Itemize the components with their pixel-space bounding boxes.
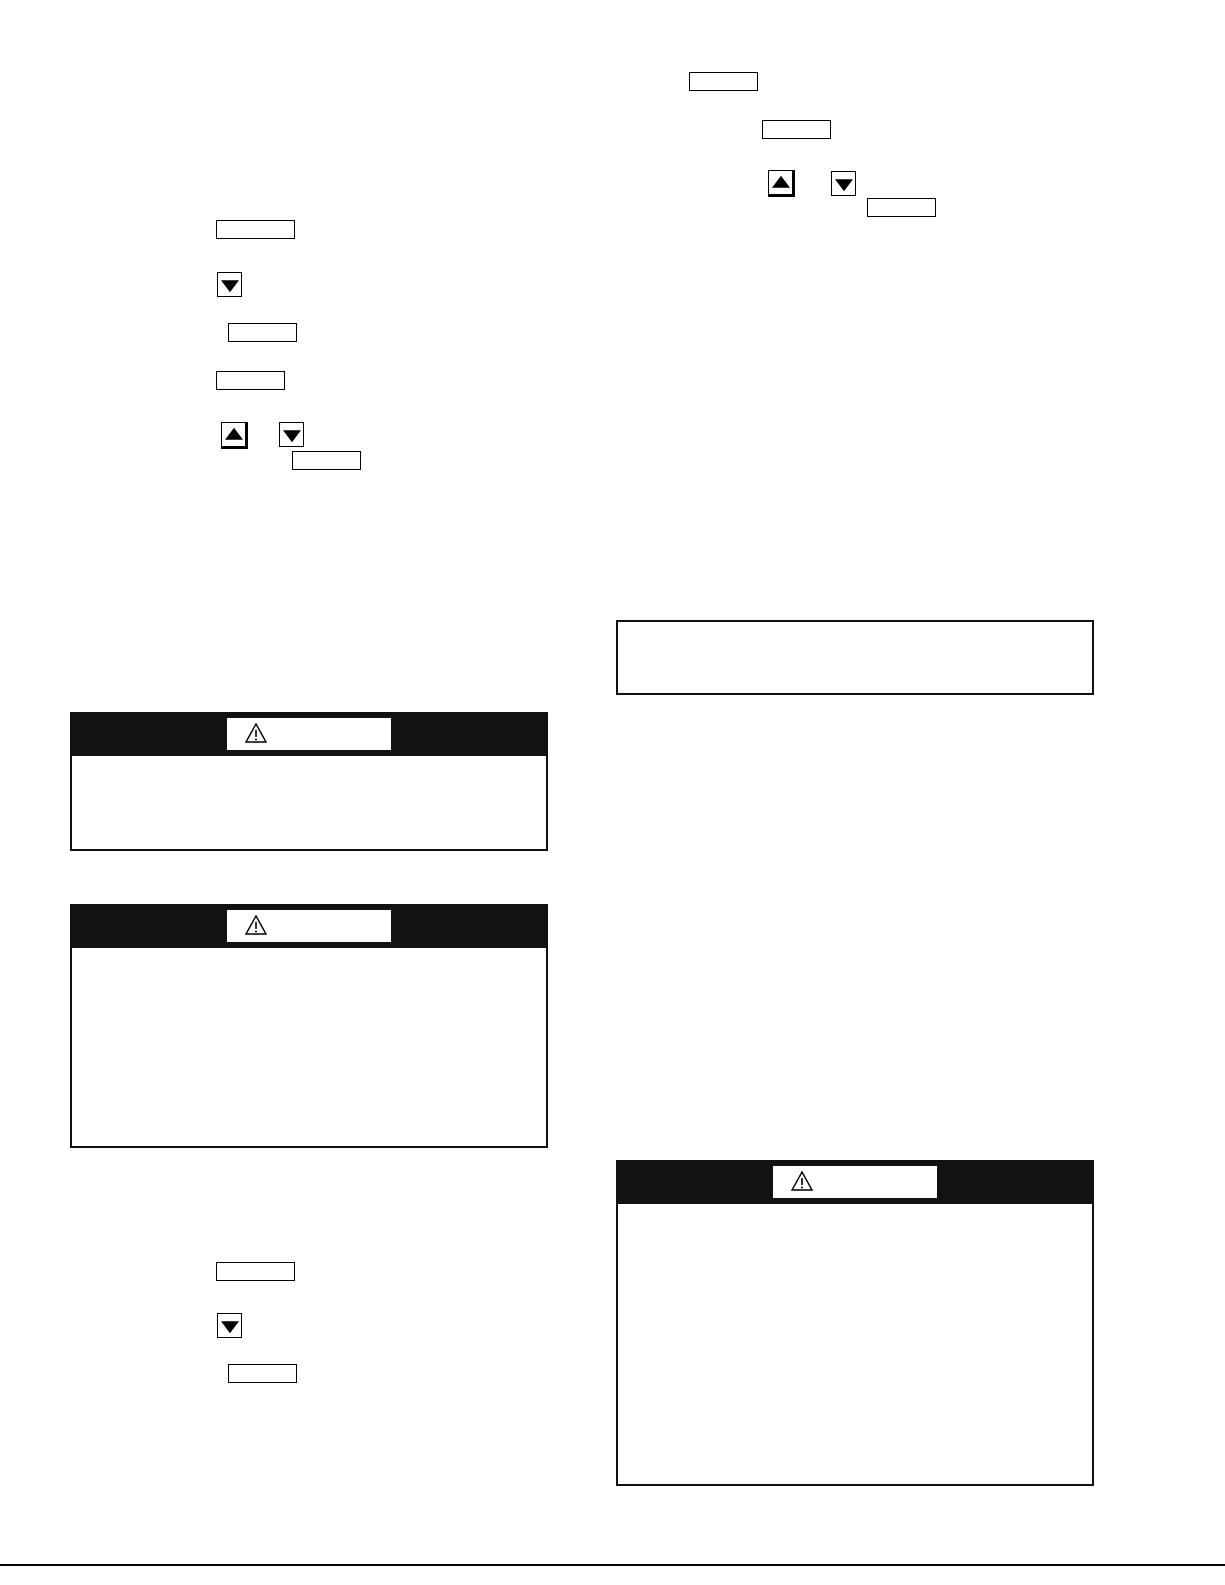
warning-header-banner [618, 1162, 1092, 1204]
up-arrow-key-icon [768, 170, 795, 197]
down-arrow-key-icon [217, 1313, 242, 1338]
warning-triangle-icon [245, 723, 267, 743]
down-arrow-key-icon [217, 272, 242, 297]
key-box-icon [762, 120, 831, 139]
key-box-icon [216, 1262, 295, 1281]
key-box-icon [216, 220, 295, 239]
key-box-icon [228, 1364, 297, 1383]
key-box-icon [292, 451, 361, 470]
down-arrow-key-icon [279, 422, 304, 447]
warning-label [227, 718, 391, 750]
warning-triangle-icon [245, 915, 267, 935]
key-box-icon [867, 198, 936, 217]
note-box [616, 620, 1094, 695]
key-box-icon [228, 323, 297, 342]
up-arrow-key-icon [221, 422, 248, 449]
key-box-icon [689, 72, 758, 91]
warning-triangle-icon [791, 1171, 813, 1191]
warning-box [616, 1160, 1094, 1486]
warning-label [227, 910, 391, 942]
footer-divider [0, 1564, 1225, 1566]
warning-box [70, 712, 548, 851]
warning-header-banner [72, 714, 546, 756]
warning-box [70, 904, 548, 1148]
down-arrow-key-icon [831, 171, 856, 196]
warning-label [773, 1166, 937, 1198]
key-box-icon [216, 371, 285, 390]
warning-header-banner [72, 906, 546, 948]
